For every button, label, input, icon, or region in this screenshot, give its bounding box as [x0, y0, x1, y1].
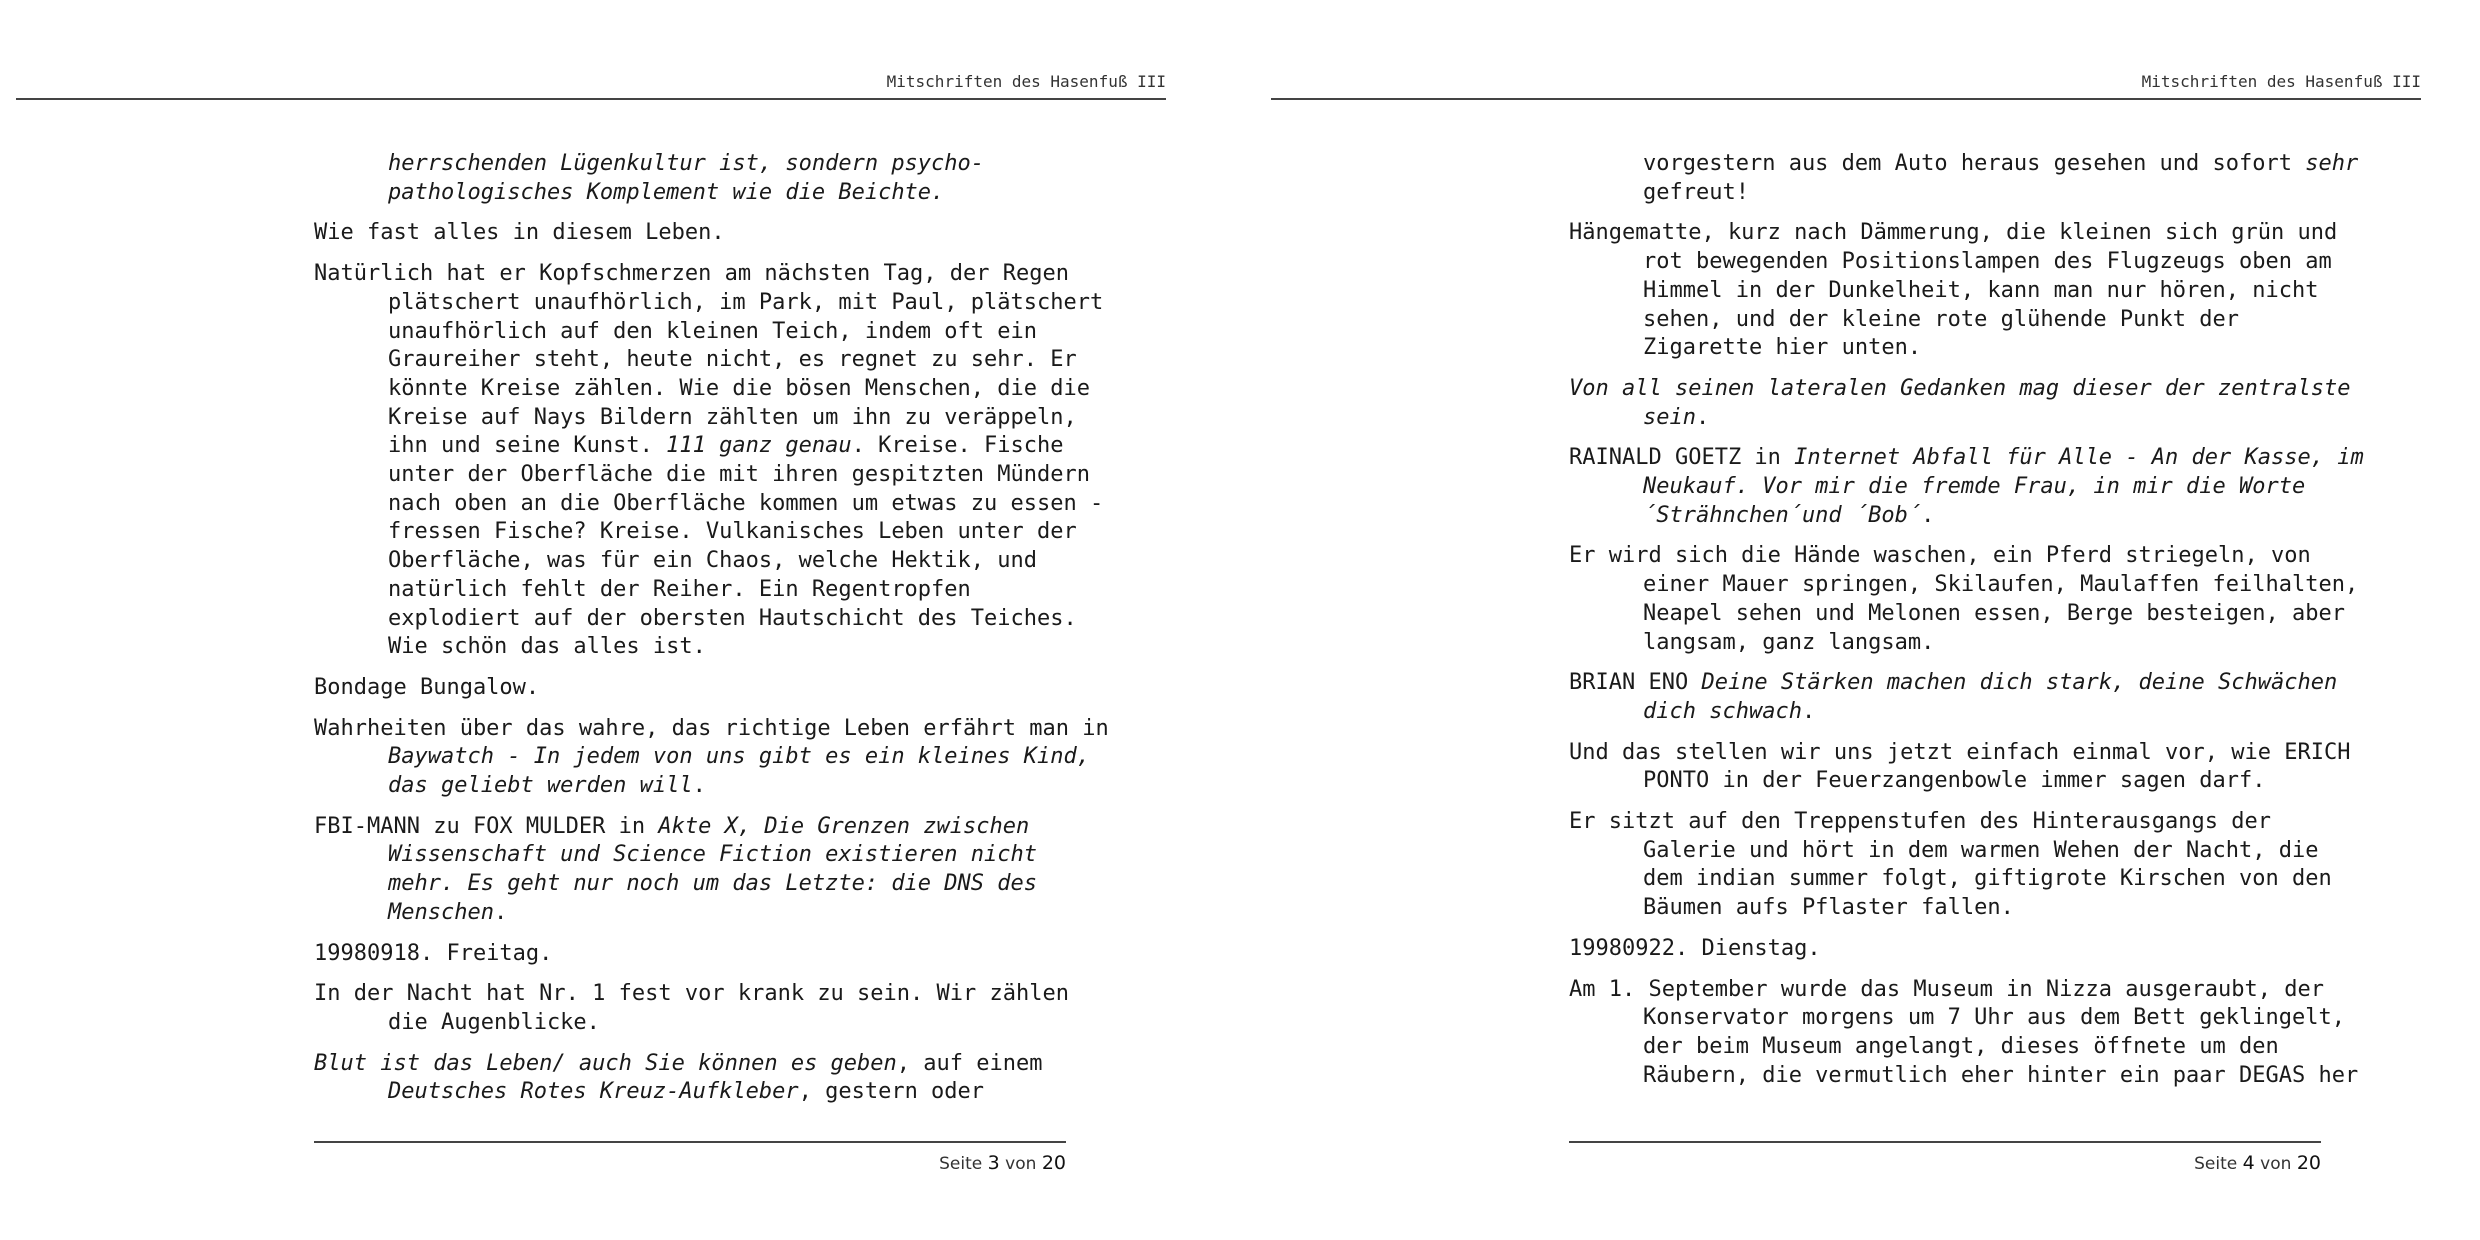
- text-run: .: [1801, 698, 1816, 724]
- text-run: Und das stellen wir uns jetzt einfach einmal vor, wie ERICH PONTO in der Feuerzangenbowle immer sagen darf.: [1569, 739, 2351, 794]
- text-run: Am 1. September wurde das Museum in Nizza ausgeraubt, der Konservator morgens um 7 Uhr aus dem Bett geklingelt, der beim Museum angelangt, dieses öffnete um den Räubern, die vermutlich eher hinter ein paar DEGAS her: [1569, 976, 2359, 1088]
- italic-text: Von all seinen lateralen Gedanken mag dieser der zentralste sein: [1569, 375, 2351, 430]
- text-run: FBI-MANN zu FOX MULDER in: [314, 813, 659, 839]
- text-run: .: [692, 773, 706, 799]
- right-footer-page-number: 4: [2242, 1152, 2255, 1174]
- paragraph: [314, 219, 1114, 248]
- left-page-body: [314, 150, 1114, 1119]
- text-run: vorgestern aus dem Auto heraus gesehen und sofort: [1643, 151, 2306, 176]
- text-run: Er sitzt auf den Treppenstufen des Hinterausgangs der Galerie und hört in dem warmen Wehen der Nacht, die dem indian summer folgt, giftigrote Kirschen von den Bäumen aufs Pflaster fallen.: [1569, 809, 2332, 921]
- paragraph: [314, 940, 1114, 969]
- text-run: RAINALD GOETZ in: [1569, 445, 1795, 471]
- text-run: gefreut!: [1643, 179, 1749, 205]
- paragraph: [314, 715, 1114, 801]
- paragraph: [314, 150, 1114, 207]
- right-footer-seite: Seite: [2194, 1154, 2238, 1174]
- left-footer-total-pages: 20: [1041, 1152, 1066, 1174]
- text-run: 19980918. Freitag.: [314, 940, 553, 966]
- paragraph: [1569, 542, 2369, 657]
- text-run: .: [1695, 404, 1710, 430]
- paragraph: [314, 813, 1114, 928]
- italic-text: 111 ganz genau: [666, 433, 852, 459]
- text-run: BRIAN ENO: [1569, 670, 1702, 696]
- paragraph: [1569, 739, 2369, 796]
- left-page-header: [16, 72, 1166, 100]
- italic-text: Baywatch - In jedem von uns gibt es ein kleines Kind, das geliebt werden will: [388, 744, 1090, 799]
- paragraph: [1569, 150, 2369, 207]
- paragraph: [1569, 375, 2369, 432]
- paragraph: [1569, 935, 2369, 964]
- right-footer-rule: [1569, 1141, 2321, 1143]
- paragraph: [314, 980, 1114, 1037]
- text-run: Bondage Bungalow.: [314, 674, 540, 700]
- right-footer-von: von: [2260, 1154, 2292, 1174]
- right-page: [1255, 0, 2480, 1240]
- left-footer-page-number: 3: [987, 1152, 1000, 1174]
- paragraph: [314, 260, 1114, 662]
- text-run: Natürlich hat er Kopfschmerzen am nächsten Tag, der Regen plätschert unaufhörlich, im Park, mit Paul, plätschert unaufhörlich auf den kleinen Teich, indem oft ein Graureiher steht, heute nicht, es regnet zu sehr. Er könnte Kreise zählen. Wie die bösen Menschen, die die Kreise auf Nays Bildern zählten um ihn zu veräppeln, ihn und seine Kunst.: [314, 261, 1104, 459]
- left-page-footer: [314, 1152, 1066, 1174]
- paragraph: [1569, 669, 2369, 726]
- right-footer-total-pages: 20: [2296, 1152, 2321, 1174]
- right-page-body: [1569, 150, 2369, 1102]
- right-page-header: [1271, 72, 2421, 100]
- left-footer-von: von: [1005, 1154, 1037, 1174]
- paragraph: [1569, 444, 2369, 530]
- text-run: .: [493, 899, 508, 925]
- italic-text: Akte X, Die Grenzen zwischen Wissenschaft und Science Fiction existieren nicht mehr. Es geht nur noch um das Letzte: die DNS des Menschen: [388, 813, 1038, 925]
- text-run: , auf einem: [896, 1050, 1043, 1076]
- paragraph: [314, 1050, 1114, 1107]
- paragraph: [1569, 976, 2369, 1091]
- italic-text: Deine Stärken machen dich stark, deine Schwächen dich schwach: [1643, 670, 2338, 724]
- paragraph: [1569, 808, 2369, 923]
- text-run: . Kreise. Fische unter der Oberfläche die mit ihren gespitzten Mündern nach oben an die Oberfläche kommen um etwas zu essen - fressen Fische? Kreise. Vulkanisches Leben unter der Oberfläche, was für ein Chaos, welche Hektik, und natürlich fehlt der Reiher. Ein Regentropfen explodiert auf der obersten Hautschicht des Teiches. Wie schön das alles ist.: [388, 433, 1104, 660]
- text-run: 19980922. Dienstag.: [1569, 935, 1821, 961]
- text-run: Wie fast alles in diesem Leben.: [314, 220, 725, 246]
- text-run: , gestern oder: [798, 1079, 985, 1105]
- italic-text: Internet Abfall für Alle - An der Kasse, im Neukauf. Vor mir die fremde Frau, in mir die Worte ´Strähnchen´und ´Bob´: [1643, 445, 2364, 528]
- left-footer-rule: [314, 1141, 1066, 1143]
- italic-text: herrschenden Lügenkultur ist, sondern psycho-pathologisches Komplement wie die Beichte.: [388, 151, 985, 205]
- paragraph: [314, 674, 1114, 703]
- text-run: .: [1921, 502, 1935, 528]
- right-header-title: Mitschriften des Hasenfuß III: [2141, 72, 2421, 91]
- italic-text: Blut ist das Leben/ auch Sie können es geben: [314, 1050, 897, 1076]
- right-page-footer: [1569, 1152, 2321, 1174]
- left-footer-seite: Seite: [939, 1154, 983, 1174]
- italic-text: sehr: [2305, 151, 2359, 176]
- left-header-title: Mitschriften des Hasenfuß III: [886, 72, 1166, 91]
- text-run: Wahrheiten über das wahre, das richtige Leben erfährt man in: [314, 715, 1109, 741]
- text-run: Er wird sich die Hände waschen, ein Pferd striegeln, von einer Mauer springen, Skilaufen, Maulaffen feilhalten, Neapel sehen und Melonen essen, Berge besteigen, aber langsam, ganz langsam.: [1569, 543, 2359, 655]
- text-run: In der Nacht hat Nr. 1 fest vor krank zu sein. Wir zählen die Augenblicke.: [314, 981, 1069, 1035]
- text-run: Hängematte, kurz nach Dämmerung, die kleinen sich grün und rot bewegenden Positionslampen des Flugzeugs oben am Himmel in der Dunkelheit, kann man nur hören, nicht sehen, und der kleine rote glühende Punkt der Zigarette hier unten.: [1569, 220, 2338, 361]
- paragraph: [1569, 219, 2369, 363]
- italic-text: Deutsches Rotes Kreuz-Aufkleber: [388, 1079, 799, 1105]
